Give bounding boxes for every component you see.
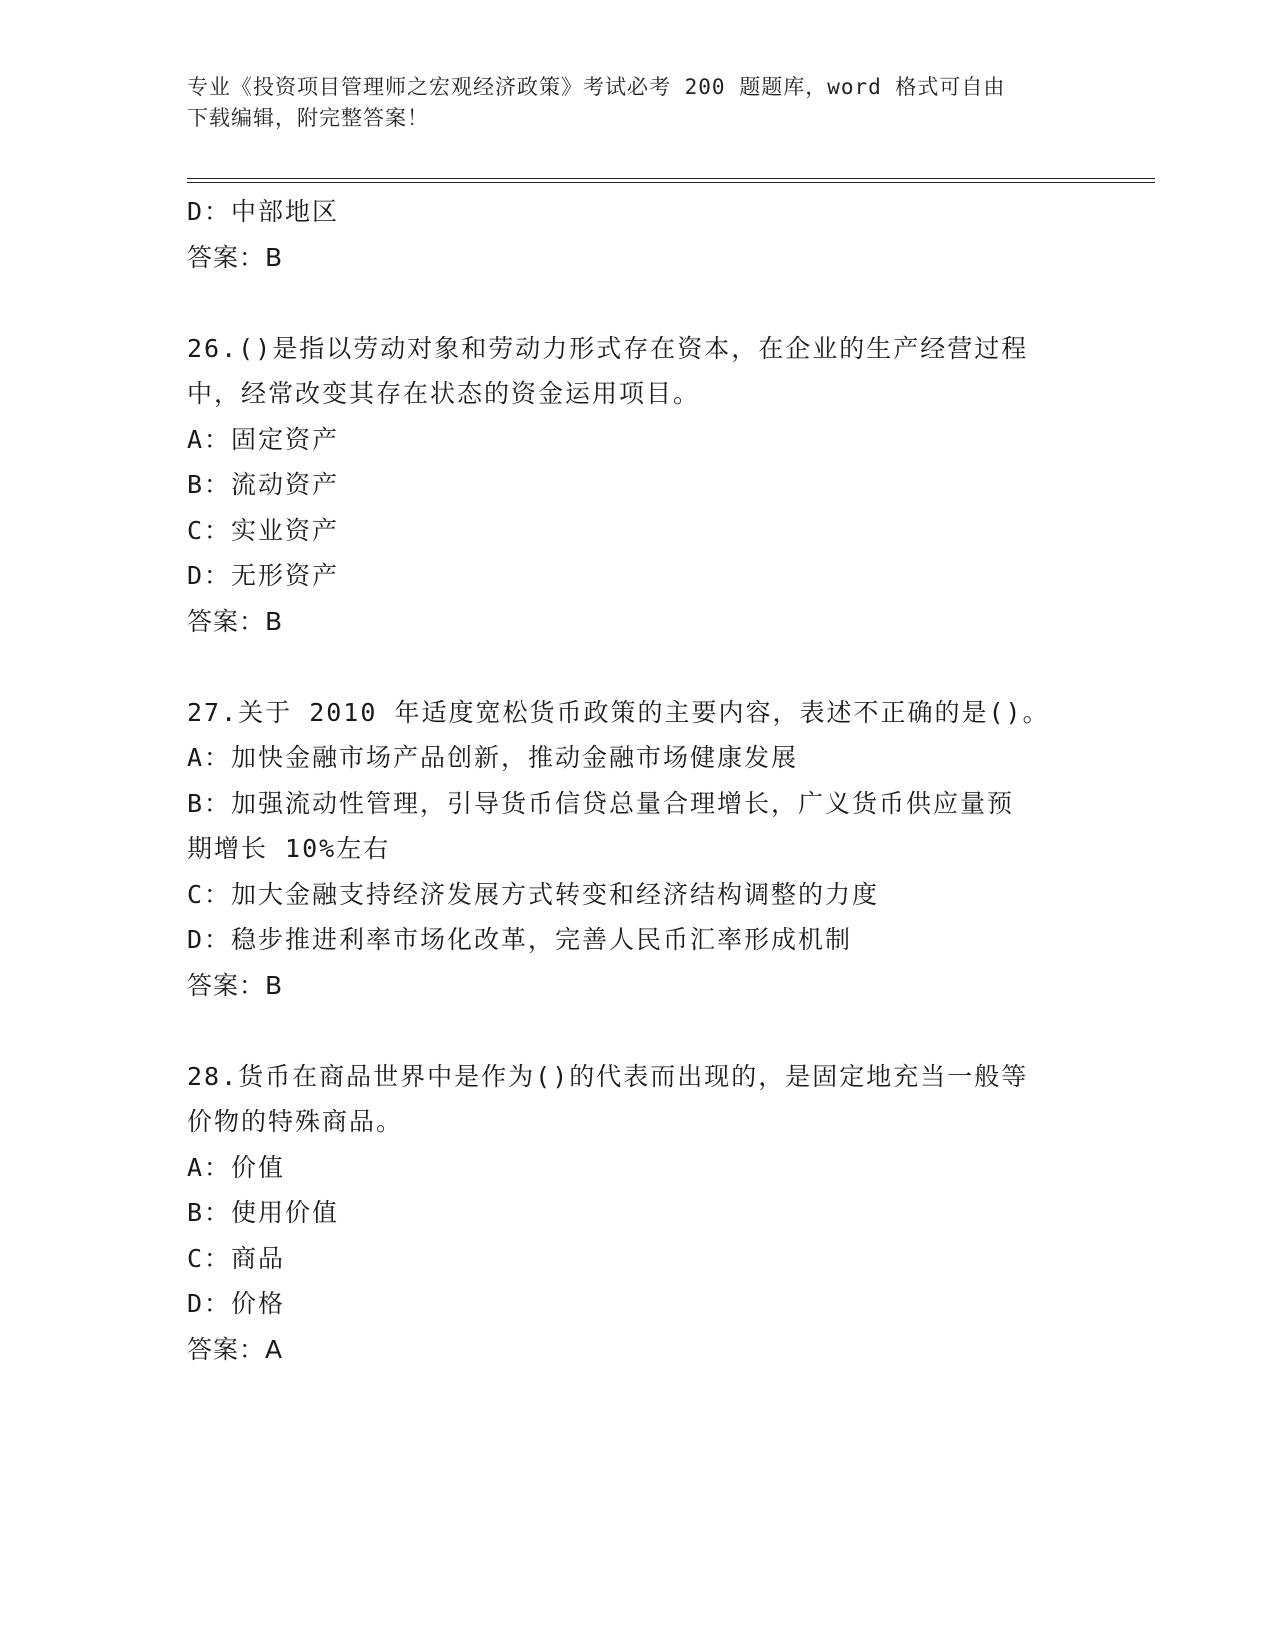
header-line-1: 专业《投资项目管理师之宏观经济政策》考试必考 200 题题库，word 格式可自由 (187, 75, 1006, 99)
question-26 (187, 326, 1087, 645)
option-d: D：无形资产 (187, 561, 340, 590)
option-d: D：中部地区 (187, 197, 340, 226)
carryover-block (187, 189, 1087, 280)
question-list (187, 189, 1087, 1372)
option-d: D：稳步推进利率市场化改革，完善人民币汇率形成机制 (187, 925, 853, 954)
option-b-continued: 期增长 10%左右 (187, 834, 391, 863)
option-a: A：价值 (187, 1152, 286, 1182)
spacer (187, 1008, 1087, 1054)
question-stem: 27.关于 2010 年适度宽松货币政策的主要内容，表述不正确的是()。 (187, 697, 1050, 727)
header-rule-top (187, 178, 1155, 179)
answer-line: 答案：B (187, 242, 284, 272)
option-a: A：加快金融市场产品创新，推动金融市场健康发展 (187, 743, 799, 772)
question-stem-continued: 中，经常改变其存在状态的资金运用项目。 (187, 379, 701, 408)
page-header (187, 72, 1067, 134)
question-27 (187, 690, 1087, 1009)
option-b: B：流动资产 (187, 470, 340, 499)
answer-line: 答案：A (187, 1334, 284, 1364)
question-stem: 26.()是指以劳动对象和劳动力形式存在资本，在企业的生产经营过程 (187, 333, 1029, 363)
question-stem-continued: 价物的特殊商品。 (187, 1107, 404, 1136)
option-c: C：实业资产 (187, 515, 340, 545)
option-c: C：商品 (187, 1243, 286, 1273)
option-b: B：加强流动性管理，引导货币信贷总量合理增长，广义货币供应量预 (187, 788, 1015, 818)
answer-line: 答案：B (187, 606, 284, 636)
option-d: D：价格 (187, 1289, 286, 1318)
spacer (187, 280, 1087, 326)
option-a: A：固定资产 (187, 424, 340, 454)
header-rule-bottom (187, 182, 1155, 183)
question-28 (187, 1054, 1087, 1373)
question-stem: 28.货币在商品世界中是作为()的代表而出现的，是固定地充当一般等 (187, 1061, 1029, 1091)
option-b: B：使用价值 (187, 1198, 340, 1227)
option-c: C：加大金融支持经济发展方式转变和经济结构调整的力度 (187, 879, 880, 909)
spacer (187, 644, 1087, 690)
answer-line: 答案：B (187, 970, 284, 1000)
header-line-2: 下载编辑，附完整答案！ (187, 106, 429, 130)
